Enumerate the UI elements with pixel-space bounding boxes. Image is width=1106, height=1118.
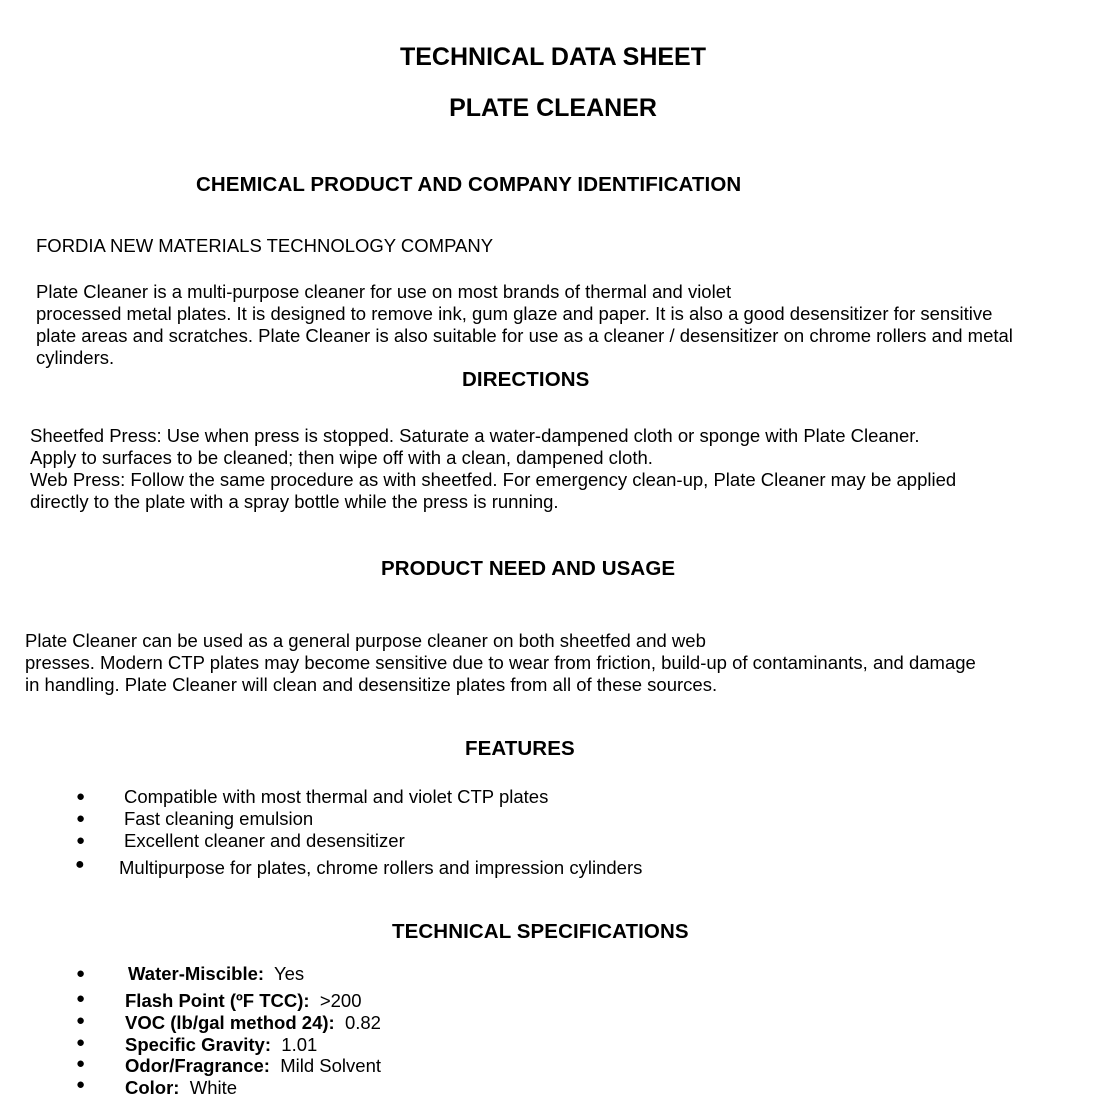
spec-label: Odor/Fragrance:: [125, 1055, 270, 1076]
spec-label: VOC (lb/gal method 24):: [125, 1012, 335, 1033]
spec-value: Mild Solvent: [280, 1055, 381, 1076]
directions-line: Web Press: Follow the same procedure as with sheetfed. For emergency clean-up, Plate Cleaner may be applied: [30, 469, 957, 490]
directions-line: Sheetfed Press: Use when press is stopped. Saturate a water-dampened cloth or sponge with Plate Cleaner.: [30, 425, 920, 446]
spec-item: [125, 1077, 237, 1099]
spec-value: White: [189, 1077, 238, 1098]
document-title: TECHNICAL DATA SHEET: [399, 43, 707, 71]
description-line: plate areas and scratches. Plate Cleaner is also suitable for use as a cleaner / desensitizer on chrome rollers and metal: [36, 325, 1013, 346]
description-line: Plate Cleaner is a multi-purpose cleaner for use on most brands of thermal and violet: [36, 281, 732, 302]
spec-label: Color:: [125, 1077, 180, 1098]
spec-value: Yes: [273, 963, 305, 984]
bullet-icon: ●: [76, 810, 86, 827]
spec-item: [125, 990, 362, 1012]
description-line: cylinders.: [36, 347, 115, 368]
bullet-icon: ●: [76, 1034, 86, 1051]
spec-label: Water-Miscible:: [128, 963, 265, 984]
bullet-icon: ●: [76, 832, 86, 849]
spec-label: Flash Point (ºF TCC):: [125, 990, 310, 1011]
bullet-icon: ●: [76, 1012, 86, 1029]
bullet-icon: ●: [76, 990, 86, 1007]
bullet-icon: ●: [76, 965, 86, 982]
spec-item: [125, 1055, 381, 1077]
document-subtitle: PLATE CLEANER: [449, 94, 657, 122]
usage-text: [25, 630, 976, 696]
usage-line: presses. Modern CTP plates may become sensitive due to wear from friction, build-up of contaminants, and damage: [25, 652, 976, 673]
features-heading: FEATURES: [465, 737, 575, 760]
bullet-icon: ●: [76, 1076, 86, 1093]
directions-line: directly to the plate with a spray bottle while the press is running.: [30, 491, 559, 512]
bullet-icon: ●: [75, 856, 85, 873]
spec-item: [125, 1012, 381, 1034]
usage-heading: PRODUCT NEED AND USAGE: [381, 557, 676, 580]
spec-item: [128, 963, 304, 985]
spec-item: [125, 1034, 317, 1056]
identification-heading: CHEMICAL PRODUCT AND COMPANY IDENTIFICATION: [196, 173, 742, 196]
usage-line: in handling. Plate Cleaner will clean and desensitize plates from all of these sources.: [25, 674, 718, 695]
feature-item: Multipurpose for plates, chrome rollers and impression cylinders: [119, 857, 643, 878]
spec-value: 1.01: [281, 1034, 318, 1055]
specs-heading: TECHNICAL SPECIFICATIONS: [392, 920, 689, 943]
feature-item: Fast cleaning emulsion: [124, 808, 314, 829]
usage-line: Plate Cleaner can be used as a general purpose cleaner on both sheetfed and web: [25, 630, 706, 651]
bullet-icon: ●: [76, 788, 86, 805]
directions-text: [30, 425, 956, 513]
bullet-icon: ●: [76, 1055, 86, 1072]
description-line: processed metal plates. It is designed to remove ink, gum glaze and paper. It is also a good desensitizer for sensitive: [36, 303, 993, 324]
company-name: FORDIA NEW MATERIALS TECHNOLOGY COMPANY: [36, 235, 494, 256]
spec-value: >200: [319, 990, 362, 1011]
spec-value: 0.82: [344, 1012, 381, 1033]
directions-heading: DIRECTIONS: [462, 368, 590, 391]
identification-description: [36, 281, 1013, 369]
directions-line: Apply to surfaces to be cleaned; then wipe off with a clean, dampened cloth.: [30, 447, 653, 468]
feature-item: Compatible with most thermal and violet CTP plates: [124, 786, 549, 807]
feature-item: Excellent cleaner and desensitizer: [124, 830, 405, 851]
spec-label: Specific Gravity:: [125, 1034, 272, 1055]
